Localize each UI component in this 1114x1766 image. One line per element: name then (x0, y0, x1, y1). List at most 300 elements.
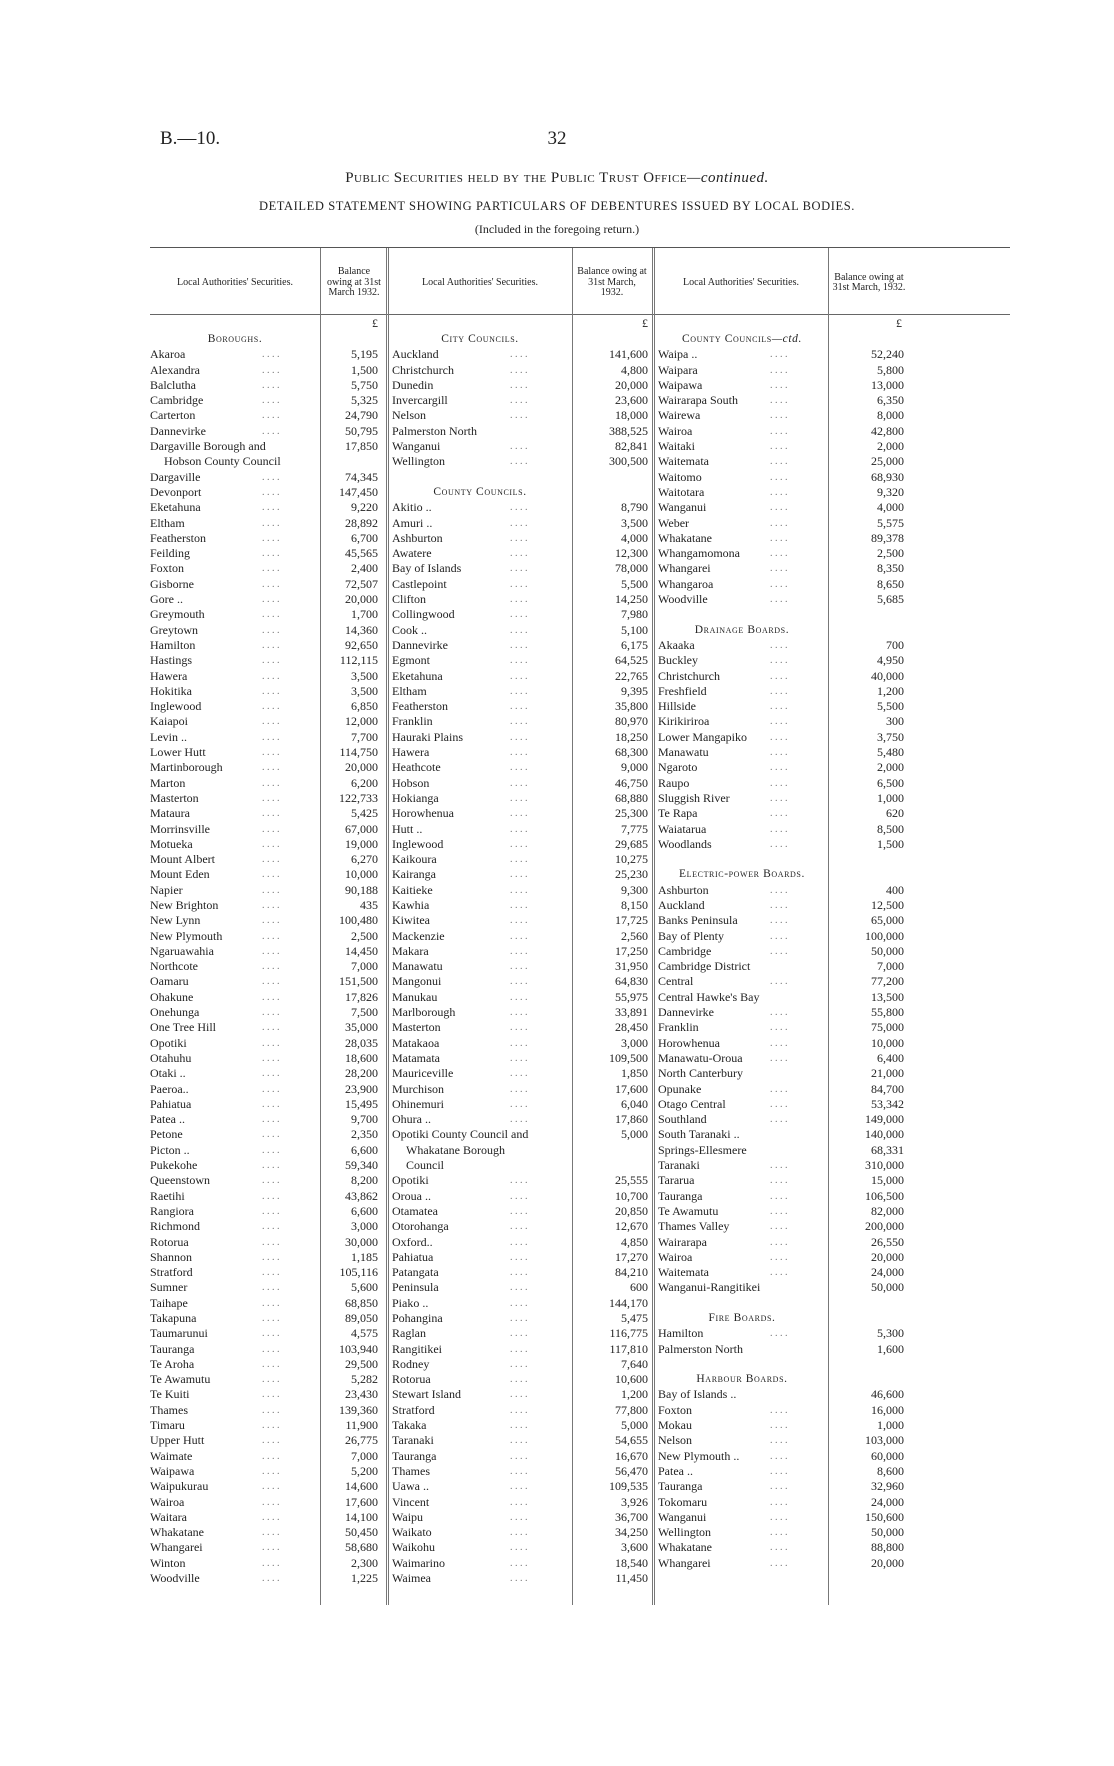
table-row (150, 1235, 386, 1250)
table-row (392, 1556, 652, 1571)
leader-dots: . . . . (770, 1404, 788, 1416)
leader-dots: . . . . (510, 823, 528, 835)
balance-value: 28,892 (345, 515, 378, 530)
balance-value: 8,500 (877, 821, 904, 836)
authority-name: Hamilton (658, 1326, 704, 1341)
table-row (150, 1387, 386, 1402)
balance-value: 90,188 (345, 882, 378, 897)
leader-dots: . . . . (262, 1557, 280, 1569)
leader-dots: . . . . (510, 915, 528, 927)
leader-dots: . . . . (770, 578, 788, 590)
currency-symbol: £ (372, 316, 378, 330)
leader-dots: . . . . (510, 762, 528, 774)
table-row (658, 837, 908, 852)
leader-dots: . . . . (770, 945, 788, 957)
table-row (658, 1479, 908, 1494)
authority-name: Palmerston North (658, 1341, 743, 1356)
balance-value: 5,100 (621, 622, 648, 637)
balance-value: 144,170 (609, 1295, 648, 1310)
authority-name: Otago Central (658, 1096, 726, 1111)
table-row (150, 959, 386, 974)
table-row (658, 1036, 908, 1051)
balance-value: 3,750 (877, 729, 904, 744)
authority-name: Christchurch (658, 668, 720, 683)
table-row (392, 929, 652, 944)
authority-name: Waitotara (658, 484, 705, 499)
authority-name: Cambridge (658, 943, 712, 958)
balance-value: 3,500 (351, 668, 378, 683)
section-heading-text: County Councils (681, 333, 772, 345)
balance-value: 77,200 (871, 974, 904, 989)
currency-symbol: £ (896, 316, 902, 330)
leader-dots: . . . . (262, 1267, 280, 1279)
table-column-3 (658, 332, 908, 1571)
leader-dots: . . . . (510, 655, 528, 667)
balance-value: 5,425 (351, 806, 378, 821)
authority-name: Pukekohe (150, 1158, 198, 1173)
authority-name: Whakatane (658, 1540, 712, 1555)
table-row (658, 1525, 908, 1540)
balance-value: 6,040 (621, 1096, 648, 1111)
table-row (392, 806, 652, 821)
leader-dots: . . . . (510, 639, 528, 651)
authority-name: Otorohanga (392, 1219, 449, 1234)
leader-dots: . . . . (510, 1037, 528, 1049)
authority-name: Patea .. (658, 1463, 693, 1478)
balance-value: 11,900 (345, 1418, 378, 1433)
leader-dots: . . . . (510, 1374, 528, 1386)
leader-dots: . . . . (510, 976, 528, 988)
authority-name: Dannevirke (658, 1005, 714, 1020)
table-row (150, 516, 386, 531)
table-row (392, 1143, 652, 1158)
table-row (150, 1204, 386, 1219)
table-row (150, 745, 386, 760)
leader-dots: . . . . (770, 1251, 788, 1263)
authority-name: Timaru (150, 1418, 185, 1433)
authority-name: Lower Hutt (150, 745, 206, 760)
table-row (658, 1112, 908, 1127)
table-row (150, 822, 386, 837)
balance-value: 1,500 (351, 362, 378, 377)
balance-value: 5,000 (621, 1418, 648, 1433)
table-row (392, 699, 652, 714)
section-heading-text: Fire Boards. (708, 1312, 776, 1324)
balance-value: 200,000 (865, 1219, 904, 1234)
authority-name: Nelson (658, 1433, 692, 1448)
leader-dots: . . . . (262, 1404, 280, 1416)
leader-dots: . . . . (510, 517, 528, 529)
balance-value: 7,500 (351, 1005, 378, 1020)
balance-value: 6,850 (351, 699, 378, 714)
authority-name: Woodlands (658, 836, 712, 851)
balance-value: 5,000 (621, 1127, 648, 1142)
balance-value: 6,200 (351, 775, 378, 790)
table-row (658, 1387, 908, 1402)
authority-name: Martinborough (150, 760, 223, 775)
authority-name: Bay of Islands (392, 561, 462, 576)
balance-value: 28,450 (615, 1020, 648, 1035)
leader-dots: . . . . (510, 1481, 528, 1493)
authority-name: Balclutha (150, 377, 196, 392)
leader-dots: . . . . (770, 395, 788, 407)
table-row (150, 1112, 386, 1127)
leader-dots: . . . . (262, 1527, 280, 1539)
table-row (392, 454, 652, 469)
leader-dots: . . . . (262, 1221, 280, 1233)
table-row (150, 699, 386, 714)
page-title (0, 170, 1114, 187)
table-row (658, 684, 908, 699)
balance-value: 13,500 (871, 989, 904, 1004)
leader-dots: . . . . (262, 1282, 280, 1294)
balance-value: 64,830 (615, 974, 648, 989)
balance-value: 4,575 (351, 1326, 378, 1341)
table-row (658, 1495, 908, 1510)
table-row (150, 1158, 386, 1173)
authority-name: Greytown (150, 622, 198, 637)
authority-name: Cambridge District (658, 959, 751, 974)
table-row (658, 959, 908, 974)
header-securities-1: Local Authorities' Securities. (177, 276, 293, 288)
leader-dots: . . . . (262, 1343, 280, 1355)
authority-name: Hastings (150, 653, 192, 668)
table-row (392, 669, 652, 684)
authority-name: Opotiki (392, 1173, 429, 1188)
balance-value: 15,000 (871, 1173, 904, 1188)
leader-dots: . . . . (770, 1481, 788, 1493)
authority-name: Waiatarua (658, 821, 707, 836)
leader-dots: . . . . (262, 1083, 280, 1095)
authority-name: Opotiki County Council and (392, 1127, 529, 1142)
authority-name: Wellington (658, 1525, 712, 1540)
leader-dots: . . . . (770, 517, 788, 529)
authority-name: Shannon (150, 1249, 192, 1264)
balance-value: 8,790 (621, 500, 648, 515)
authority-name: Masterton (150, 790, 199, 805)
balance-value: 28,200 (345, 1066, 378, 1081)
balance-value: 74,345 (345, 469, 378, 484)
table-row (150, 852, 386, 867)
leader-dots: . . . . (510, 1282, 528, 1294)
leader-dots: . . . . (262, 471, 280, 483)
authority-name: Takapuna (150, 1311, 197, 1325)
leader-dots: . . . . (262, 1236, 280, 1248)
authority-name: Queenstown (150, 1173, 210, 1188)
authority-name: Waitaki (658, 439, 696, 454)
authority-name: Hokitika (150, 683, 192, 698)
leader-dots: . . . . (262, 1374, 280, 1386)
authority-name: Franklin (658, 1020, 699, 1035)
table-row (392, 1449, 652, 1464)
leader-dots: . . . . (510, 685, 528, 697)
authority-name: Lower Mangapiko (658, 729, 747, 744)
balance-value: 33,891 (615, 1005, 648, 1020)
balance-value: 100,480 (339, 913, 378, 928)
authority-name: Pahiatua (392, 1249, 434, 1264)
balance-value: 7,700 (351, 729, 378, 744)
leader-dots: . . . . (770, 441, 788, 453)
balance-value: 1,225 (351, 1571, 378, 1586)
leader-dots: . . . . (262, 762, 280, 774)
table-row (392, 1326, 652, 1341)
authority-name: Kairanga (392, 867, 436, 882)
leader-dots: . . . . (770, 685, 788, 697)
authority-name: Peninsula (392, 1280, 439, 1295)
balance-value: 105,116 (339, 1265, 378, 1280)
authority-name: Feilding (150, 546, 191, 561)
table-row (658, 929, 908, 944)
leader-dots: . . . . (510, 1007, 528, 1019)
authority-name: Hawera (150, 668, 188, 683)
table-row (392, 1250, 652, 1265)
authority-name: New Brighton (150, 897, 219, 912)
authority-name: Patea .. (150, 1112, 185, 1127)
authority-name: Waipukurau (150, 1479, 209, 1494)
table-row (658, 470, 908, 485)
authority-name: Kaikoura (392, 852, 437, 867)
leader-dots: . . . . (262, 1175, 280, 1187)
balance-value: 80,970 (615, 714, 648, 729)
leader-dots: . . . . (262, 884, 280, 896)
authority-name: Morrinsville (150, 821, 210, 836)
authority-name: One Tree Hill (150, 1020, 216, 1035)
balance-value: 5,282 (351, 1372, 378, 1387)
leader-dots: . . . . (770, 349, 788, 361)
balance-value: 14,250 (615, 592, 648, 607)
table-row (658, 1433, 908, 1448)
authority-name: Waipawa (658, 377, 703, 392)
balance-value: 12,000 (345, 714, 378, 729)
table-row (392, 577, 652, 592)
leader-dots: . . . . (262, 1511, 280, 1523)
leader-dots: . . . . (262, 502, 280, 514)
balance-value: 26,775 (345, 1433, 378, 1448)
leader-dots: . . . . (770, 1037, 788, 1049)
balance-value: 17,270 (615, 1249, 648, 1264)
balance-value: 45,565 (345, 546, 378, 561)
leader-dots: . . . . (262, 1481, 280, 1493)
balance-value: 50,000 (871, 1525, 904, 1540)
authority-name: Weber (658, 515, 690, 530)
balance-value: 26,550 (871, 1234, 904, 1249)
leader-dots: . . . . (510, 1450, 528, 1462)
balance-value: 6,600 (351, 1203, 378, 1218)
authority-name: Kaiapoi (150, 714, 188, 729)
table-row (392, 990, 652, 1005)
table-row (392, 1020, 652, 1035)
balance-value: 388,525 (609, 423, 648, 438)
leader-dots: . . . . (510, 930, 528, 942)
leader-dots: . . . . (770, 410, 788, 422)
table-row (392, 867, 652, 882)
table-row (658, 714, 908, 729)
balance-value: 2,560 (621, 928, 648, 943)
balance-value: 68,331 (871, 1142, 904, 1157)
leader-dots: . . . . (262, 930, 280, 942)
title-main: Public Securities held by the Public Trust Office (345, 170, 688, 186)
balance-value: 40,000 (871, 668, 904, 683)
leader-dots: . . . . (510, 364, 528, 376)
authority-name: Otaki .. (150, 1066, 186, 1081)
balance-value: 9,320 (877, 484, 904, 499)
authority-name: Opunake (658, 1081, 702, 1096)
leader-dots: . . . . (262, 1297, 280, 1309)
authority-name: Heathcote (392, 760, 441, 775)
leader-dots: . . . . (770, 762, 788, 774)
section-heading (150, 332, 320, 347)
balance-value: 6,500 (877, 775, 904, 790)
balance-value: 109,500 (609, 1050, 648, 1065)
balance-value: 10,000 (871, 1035, 904, 1050)
leader-dots: . . . . (770, 594, 788, 606)
balance-value: 8,600 (877, 1463, 904, 1478)
authority-name: Nelson (392, 408, 426, 423)
balance-value: 10,700 (615, 1188, 648, 1203)
table-row (392, 1204, 652, 1219)
leader-dots: . . . . (262, 609, 280, 621)
leader-dots: . . . . (510, 1557, 528, 1569)
table-row (658, 1235, 908, 1250)
table-row (392, 424, 652, 439)
table-row (392, 1479, 652, 1494)
balance-value: 12,300 (615, 546, 648, 561)
authority-name: Akaaka (658, 637, 695, 652)
table-row (658, 745, 908, 760)
table-row (392, 363, 652, 378)
balance-value: 16,000 (871, 1402, 904, 1417)
authority-name: New Plymouth .. (658, 1448, 740, 1463)
authority-name: Mangonui (392, 974, 442, 989)
section-spacer (658, 1296, 908, 1311)
table-row (658, 1127, 908, 1142)
leader-dots: . . . . (510, 1297, 528, 1309)
leader-dots: . . . . (510, 1496, 528, 1508)
table-row (392, 1357, 652, 1372)
balance-value: 21,000 (871, 1066, 904, 1081)
leader-dots: . . . . (262, 517, 280, 529)
leader-dots: . . . . (262, 1573, 280, 1585)
balance-value: 3,926 (621, 1494, 648, 1509)
authority-name: Mount Eden (150, 867, 210, 882)
balance-value: 5,475 (621, 1311, 648, 1325)
authority-name: New Plymouth (150, 928, 223, 943)
leader-dots: . . . . (262, 1129, 280, 1141)
balance-value: 1,000 (877, 790, 904, 805)
authority-name: Dannevirke (392, 637, 448, 652)
table-row (658, 1005, 908, 1020)
leader-dots: . . . . (510, 945, 528, 957)
balance-value: 6,350 (877, 393, 904, 408)
authority-name: Eltham (392, 683, 427, 698)
leader-dots: . . . . (262, 410, 280, 422)
leader-dots: . . . . (262, 1205, 280, 1217)
authority-name: Wanganui (658, 500, 707, 515)
balance-value: 13,000 (871, 377, 904, 392)
balance-value: 82,000 (871, 1203, 904, 1218)
table-row (658, 1173, 908, 1188)
table-row (658, 1464, 908, 1479)
authority-name: Otahuhu (150, 1050, 192, 1065)
balance-value: 18,000 (615, 408, 648, 423)
authority-name: Wellington (392, 454, 446, 469)
table-row (150, 623, 386, 638)
authority-name: Manawatu (658, 745, 709, 760)
table-row (392, 546, 652, 561)
authority-name: Onehunga (150, 1005, 200, 1020)
authority-name: Foxton (658, 1402, 693, 1417)
table-row (658, 439, 908, 454)
authority-name: Kaitieke (392, 882, 433, 897)
leader-dots: . . . . (770, 486, 788, 498)
authority-name: Palmerston North (392, 423, 477, 438)
table-row (658, 378, 908, 393)
authority-name: Makara (392, 943, 429, 958)
balance-value: 5,325 (351, 393, 378, 408)
authority-name: Taranaki (392, 1433, 434, 1448)
header-securities-3: Local Authorities' Securities. (683, 276, 799, 288)
leader-dots: . . . . (770, 1542, 788, 1554)
authority-name: Northcote (150, 959, 198, 974)
table-row (150, 1005, 386, 1020)
authority-name: Marton (150, 775, 186, 790)
table-row (392, 1296, 652, 1311)
leader-dots: . . . . (510, 532, 528, 544)
leader-dots: . . . . (262, 1098, 280, 1110)
leader-dots: . . . . (510, 838, 528, 850)
table-row (392, 1235, 652, 1250)
leader-dots: . . . . (262, 532, 280, 544)
balance-value: 2,500 (877, 546, 904, 561)
table-row (150, 1036, 386, 1051)
table-row (150, 898, 386, 913)
table-row (392, 500, 652, 515)
leader-dots: . . . . (262, 808, 280, 820)
balance-value: 24,000 (871, 1494, 904, 1509)
section-heading-text: City Councils. (441, 333, 519, 345)
title-continued: —continued. (687, 170, 769, 186)
leader-dots: . . . . (510, 1511, 528, 1523)
table-row (392, 837, 652, 852)
authority-name: Whakatane Borough (406, 1142, 505, 1157)
authority-name: Cook .. (392, 622, 428, 637)
table-row (150, 1510, 386, 1525)
table-row (392, 913, 652, 928)
table-row (392, 531, 652, 546)
leader-dots: . . . . (510, 456, 528, 468)
balance-value: 68,850 (345, 1295, 378, 1310)
table-row (392, 1571, 652, 1586)
leader-dots: . . . . (770, 915, 788, 927)
authority-name: Whangaroa (658, 576, 714, 591)
balance-value: 68,880 (615, 790, 648, 805)
table-row (658, 363, 908, 378)
leader-dots: . . . . (262, 792, 280, 804)
leader-dots: . . . . (510, 395, 528, 407)
table-row (658, 791, 908, 806)
table-row (150, 1342, 386, 1357)
leader-dots: . . . . (770, 731, 788, 743)
authority-name: Tokomaru (658, 1494, 708, 1509)
balance-value: 9,395 (621, 683, 648, 698)
table-row (658, 1143, 908, 1158)
table-row (150, 363, 386, 378)
balance-value: 14,450 (345, 943, 378, 958)
balance-value: 1,850 (621, 1066, 648, 1081)
authority-name: Marlborough (392, 1005, 456, 1020)
table-row (392, 1112, 652, 1127)
table-row (658, 669, 908, 684)
